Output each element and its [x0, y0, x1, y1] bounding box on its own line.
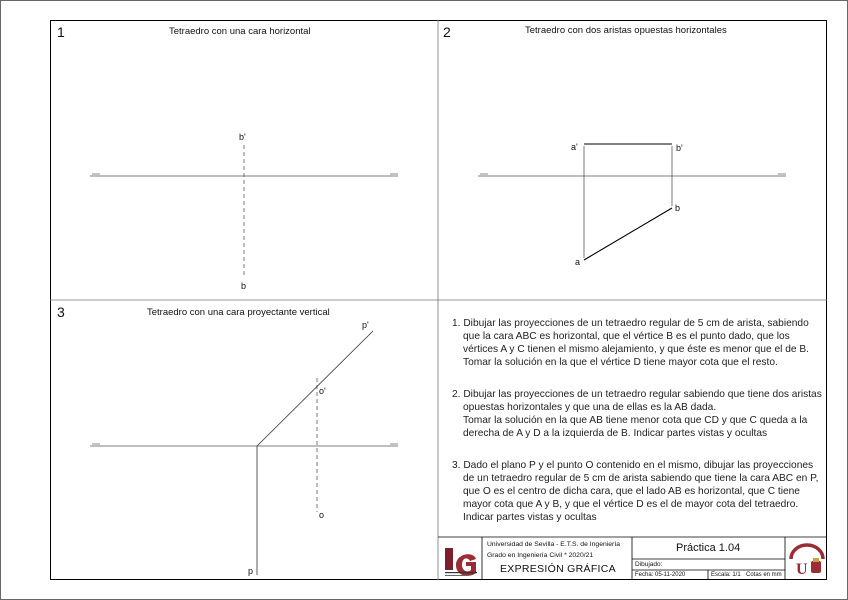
title-block-practice: Práctica 1.04: [676, 542, 741, 554]
panel3-label-p: p: [248, 566, 254, 576]
svg-text:U: U: [796, 561, 808, 578]
instruction-line: 2. Dibujar las proyecciones de un tetraedro regular sabiendo que tiene dos aristas: [452, 389, 822, 400]
instruction-1: [452, 317, 809, 369]
panel3-plane-traces: [257, 331, 373, 575]
instruction-line: que la cara ABC es horizontal, que el vértice B es el punto dado, que los: [463, 331, 790, 342]
department-logo-icon: [444, 545, 480, 579]
panel2-label-a-prime: a': [571, 142, 578, 152]
panel2-reference-lines: [584, 146, 672, 258]
panel2-label-a: a: [575, 257, 581, 267]
panel3-ground-line: [90, 444, 398, 446]
panel3-title: Tetraedro con una cara proyectante vertical: [147, 307, 330, 318]
instruction-3: [452, 459, 818, 524]
panel2-number: 2: [443, 24, 451, 40]
panel1-number: 1: [57, 24, 65, 40]
title-block-degree: Grado en Ingeniería Civil * 2020/21: [487, 552, 594, 559]
instruction-line: opuestas horizontales y que una de ellas es la AB dada.: [463, 402, 717, 413]
title-block-date: Fecha: 05-11-2020: [635, 572, 686, 578]
panel2-label-b-prime: b': [676, 143, 683, 153]
panel1-title: Tetraedro con una cara horizontal: [169, 26, 311, 37]
panel2-title: Tetraedro con dos aristas opuestas horizontales: [525, 25, 727, 36]
panel3-label-o: o: [319, 510, 325, 520]
title-block-subject: EXPRESIÓN GRÁFICA: [500, 563, 616, 575]
panel3-label-o-prime: o': [319, 386, 326, 396]
instruction-line: 1. Dibujar las proyecciones de un tetraedro regular de 5 cm de arista, sabiendo: [452, 318, 809, 329]
panel2-label-b: b: [675, 203, 681, 213]
title-block-units: Cotas en mm: [746, 572, 782, 578]
instruction-line: derecha de A y D a la izquierda de B. Indicar partes vistas y ocultas: [463, 428, 768, 439]
panel2-projection-ab: [584, 144, 672, 260]
instruction-2: [452, 388, 822, 440]
university-seal-icon: [787, 541, 827, 579]
panel3-label-p-prime: p': [362, 320, 369, 330]
instruction-line: mayor cota que A y B, y que el vértice D es el de mayor cota del tetraedro.: [463, 499, 799, 510]
panel1-label-b: b: [241, 281, 247, 291]
title-block-drawn-by: Dibujado:: [635, 561, 663, 568]
panel1-label-b-prime: b': [239, 132, 246, 142]
panel3-number: 3: [57, 304, 65, 320]
panel2-ground-line: [478, 174, 786, 176]
instruction-line: Tomar la solución en la que AB tiene menor cota que CD y que C queda a la: [463, 415, 808, 426]
title-block-university: Universidad de Sevilla - E.T.S. de Ingeniería: [487, 541, 620, 548]
instruction-line: Tomar la solución en la que el vértice D tiene mayor cota que el resto.: [463, 357, 778, 368]
title-block-scale: Escala: 1/1: [711, 572, 741, 578]
instruction-line: 3. Dado el plano P y el punto O contenido en el mismo, dibujar las proyecciones: [452, 460, 814, 471]
instruction-line: vértices A y C tienen el mismo alejamiento, y que éste es menor que el de B.: [463, 344, 809, 355]
instruction-line: que O es el centro de dicha cara, que el lado AB es horizontal, que C tiene: [463, 486, 800, 497]
instruction-line: de un tetraedro regular de 5 cm de arista sabiendo que tiene la cara ABC en P,: [463, 473, 819, 484]
instruction-line: Indicar partes vistas y ocultas: [463, 512, 597, 523]
